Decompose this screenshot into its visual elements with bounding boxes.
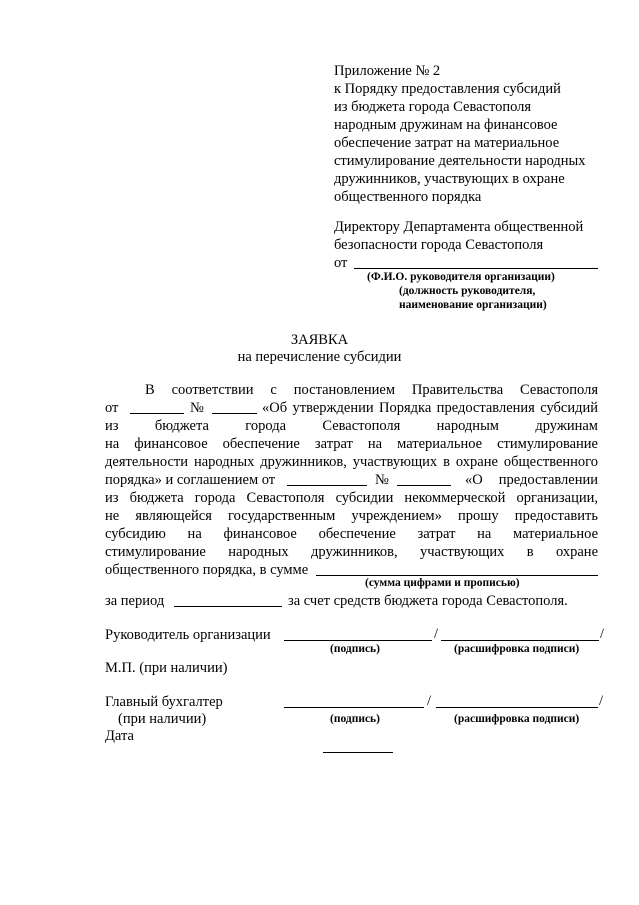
sum-hint: (сумма цифрами и прописью)	[365, 577, 520, 589]
body-line: «О предоставлении	[465, 472, 598, 488]
fio-hint: (Ф.И.О. руководителя организации)	[367, 271, 555, 283]
head-signature-blank	[284, 640, 432, 641]
addressee-line: безопасности города Севастополя	[334, 237, 544, 253]
addressee-from: от	[334, 255, 348, 271]
body-line: №	[375, 472, 389, 488]
position-hint: (должность руководителя,	[399, 285, 536, 297]
appendix-line: народным дружинам на финансовое	[334, 117, 558, 133]
period-text: за счет средств бюджета города Севастополя.	[288, 593, 568, 609]
stamp-label: М.П. (при наличии)	[105, 660, 228, 676]
body-line: деятельности народных дружинников, участвующих в охране общественного	[105, 454, 598, 470]
head-decode-blank	[441, 640, 599, 641]
accountant-signature-blank	[284, 707, 424, 708]
appendix-line: общественного порядка	[334, 189, 482, 205]
decree-date-blank	[130, 413, 184, 414]
slash: /	[434, 626, 439, 642]
decode-hint: (расшифровка подписи)	[454, 713, 580, 725]
slash: /	[600, 626, 605, 642]
document-title: ЗАЯВКА	[290, 332, 349, 348]
slash: /	[599, 693, 604, 709]
organization-hint: наименование организации)	[399, 299, 547, 311]
body-line: из бюджета города Севастополя субсидии некоммерческой организации,	[105, 490, 598, 506]
head-label: Руководитель организации	[105, 627, 271, 643]
signature-hint: (подпись)	[330, 713, 380, 725]
date-blank	[323, 752, 393, 753]
accountant-sublabel: (при наличии)	[118, 711, 207, 727]
decode-hint: (расшифровка подписи)	[454, 643, 580, 655]
agreement-number-blank	[397, 485, 451, 486]
period-blank	[174, 606, 282, 607]
document-subtitle: на перечисление субсидии	[237, 349, 402, 365]
accountant-label: Главный бухгалтер	[105, 694, 223, 710]
appendix-line: обеспечение затрат на материальное	[334, 135, 560, 151]
from-blank	[354, 268, 598, 269]
appendix-line: стимулирование деятельности народных	[334, 153, 586, 169]
body-line: субсидию на финансовое обеспечение затрат на материальное	[105, 526, 598, 542]
period-label: за период	[105, 593, 165, 609]
slash: /	[427, 693, 432, 709]
body-line: порядка» и соглашением от	[105, 472, 276, 488]
date-label: Дата	[105, 728, 134, 744]
appendix-line: к Порядку предоставления субсидий	[334, 81, 561, 97]
body-line: «Об утверждении Порядка предоставления субсидий	[262, 400, 598, 416]
body-line: на финансовое обеспечение затрат на материальное стимулирование	[105, 436, 598, 452]
appendix-line: из бюджета города Севастополя	[334, 99, 532, 115]
agreement-date-blank	[287, 485, 367, 486]
appendix-line: дружинников, участвующих в охране	[334, 171, 565, 187]
addressee-line: Директору Департамента общественной	[334, 219, 584, 235]
body-line: В соответствии с постановлением Правительства Севастополя	[145, 382, 598, 398]
accountant-decode-blank	[436, 707, 598, 708]
body-line: не являющейся государственным учреждением» прошу предоставить	[105, 508, 598, 524]
body-line: от	[105, 400, 119, 416]
body-line: из бюджета города Севастополя народным дружинам	[105, 418, 598, 434]
body-line: №	[190, 400, 204, 416]
signature-hint: (подпись)	[330, 643, 380, 655]
decree-number-blank	[212, 413, 257, 414]
body-line: стимулирование народных дружинников, участвующих в охране	[105, 544, 598, 560]
body-line: общественного порядка, в сумме	[105, 562, 309, 578]
appendix-title: Приложение № 2	[334, 63, 441, 79]
